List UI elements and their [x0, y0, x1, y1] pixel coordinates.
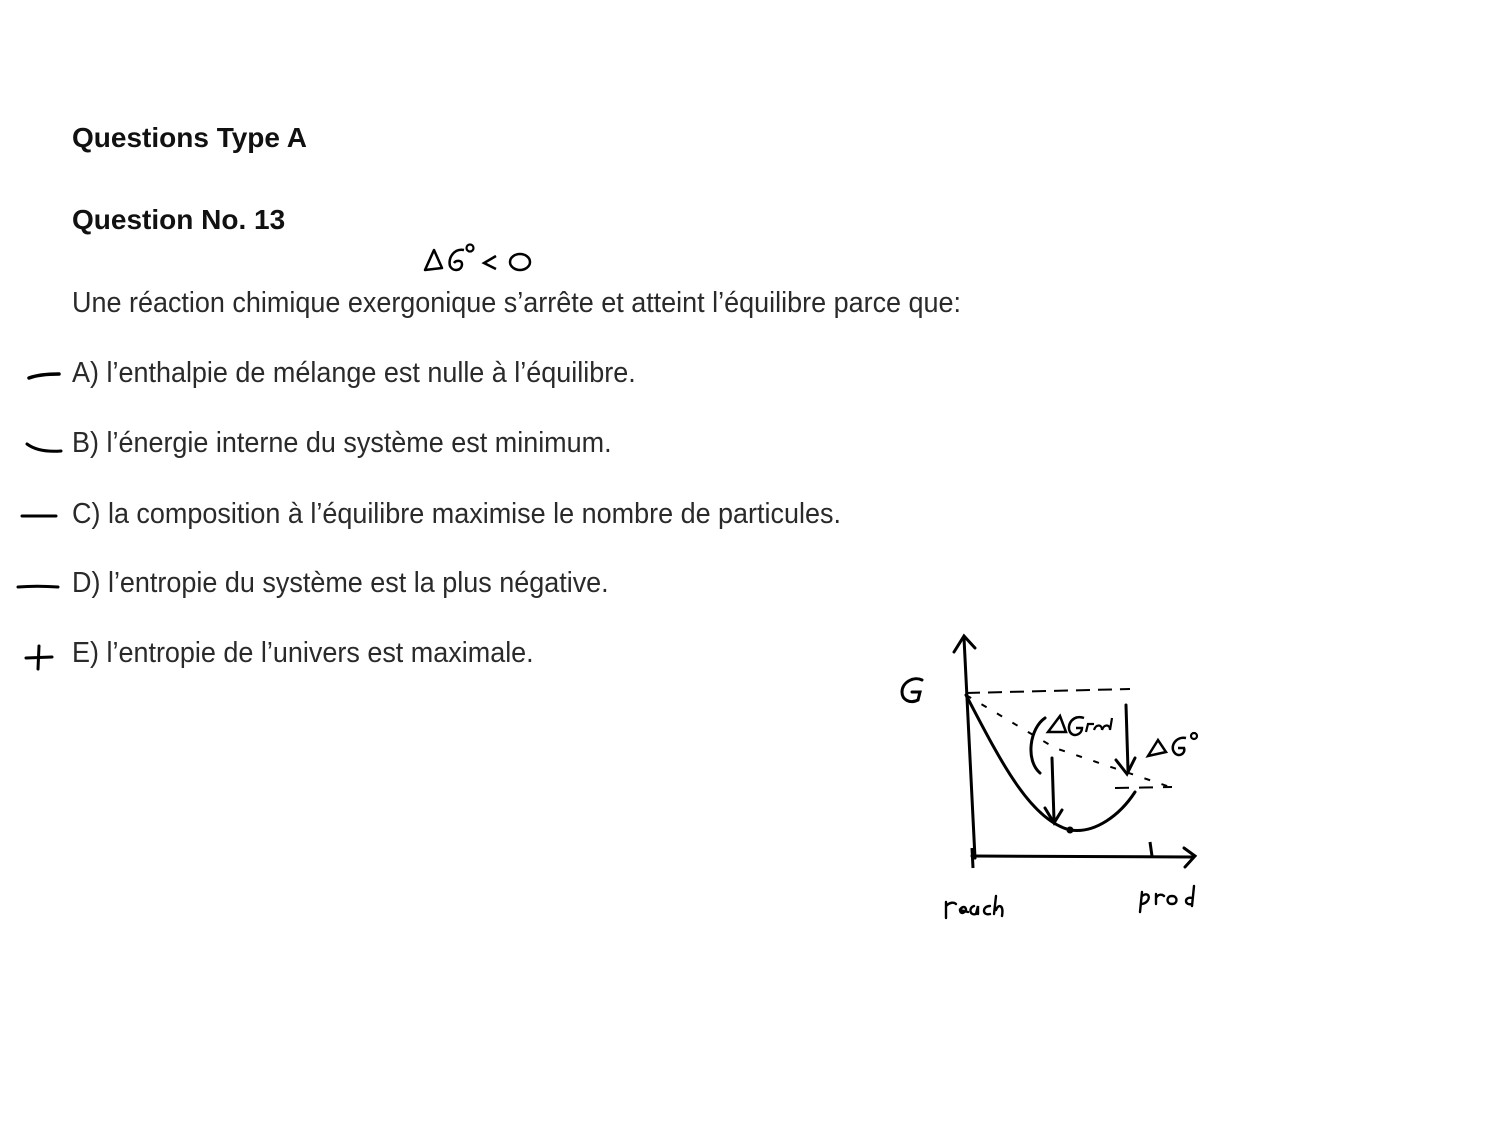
minus-mark-icon [16, 580, 62, 598]
question-prompt: Une réaction chimique exergonique s’arrête et atteint l’équilibre parce que: [72, 287, 962, 319]
gibbs-energy-sketch [880, 620, 1220, 935]
minus-mark-icon [27, 368, 63, 386]
handwritten-note-delta-g [420, 238, 540, 283]
delta-g-standard-label [1148, 733, 1197, 756]
minus-mark-icon [25, 440, 65, 461]
question-title: Question No. 13 [72, 204, 286, 235]
plus-mark-icon [24, 643, 56, 676]
x-axis [972, 856, 1192, 857]
section-title: Questions Type A [72, 122, 307, 153]
option-c-text: C) la composition à l’équilibre maximise le nombre de particules. [72, 498, 841, 530]
delta-g-react-label [1048, 716, 1112, 735]
y-axis [964, 638, 975, 858]
option-a-text: A) l’enthalpie de mélange est nulle à l’équilibre. [72, 357, 636, 389]
option-b-text: B) l’énergie interne du système est minimum. [72, 427, 612, 459]
minus-mark-icon [20, 509, 60, 527]
reactants-label [946, 896, 1002, 918]
option-e-text: E) l’entropie de l’univers est maximale. [72, 637, 534, 669]
option-d-text: D) l’entropie du système est la plus négative. [72, 567, 609, 599]
products-label [1140, 886, 1194, 912]
